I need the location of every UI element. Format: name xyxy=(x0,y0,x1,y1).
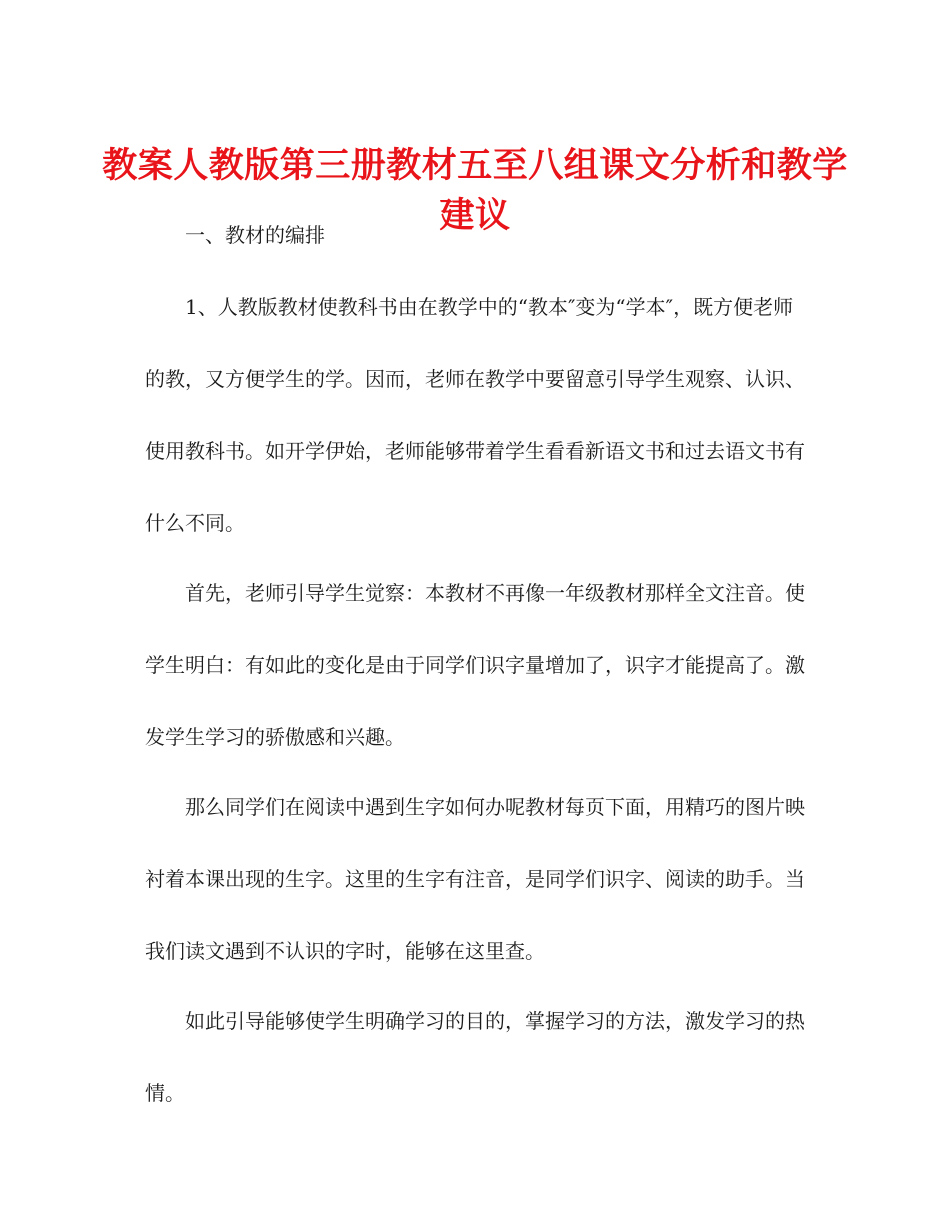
document-title: 教案人教版第三册教材五至八组课文分析和教学建议 xyxy=(102,146,848,237)
paragraph-1: 1、人教版教材使教科书由在教学中的“教本″变为“学本″，既方便老师的教，又方便学生的学。因而，老师在教学中要留意引导学生观察、认识、使用教科书。如开学伊始，老师能够带着学生看看新语文书和过去语文书有什么不同。 xyxy=(145,295,805,535)
section-heading: 一、教材的编排 xyxy=(185,223,325,247)
paragraph-3: 那么同学们在阅读中遇到生字如何办呢教材每页下面，用精巧的图片映衬着本课出现的生字。这里的生字有注音，是同学们识字、阅读的助手。当我们读文遇到不认识的字时，能够在这里查。 xyxy=(145,795,805,963)
paragraph-2: 首先，老师引导学生觉察：本教材不再像一年级教材那样全文注音。使学生明白：有如此的变化是由于同学们识字量增加了，识字才能提高了。激发学生学习的骄傲感和兴趣。 xyxy=(145,581,805,749)
paragraph-4: 如此引导能够使学生明确学习的目的，掌握学习的方法，激发学习的热情。 xyxy=(145,1009,805,1105)
document-body xyxy=(145,218,805,1129)
